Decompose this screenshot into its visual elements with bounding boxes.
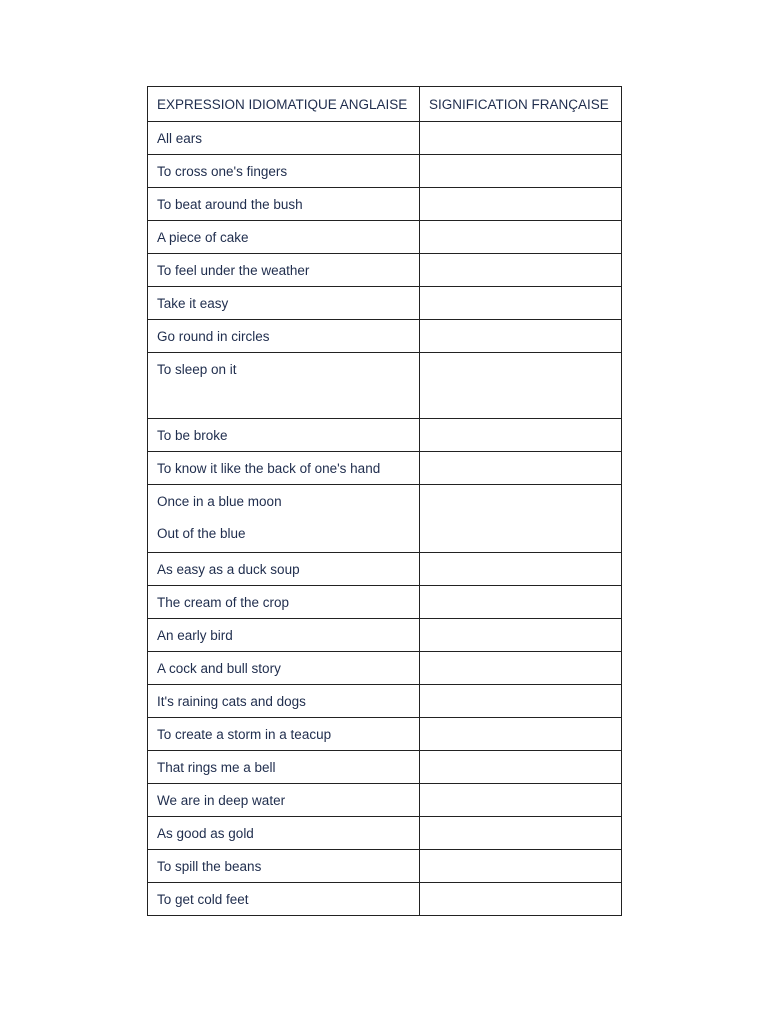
table-row [148, 751, 622, 784]
table-row [148, 287, 622, 320]
expression-cell: To cross one's fingers [148, 155, 420, 188]
meaning-cell[interactable] [420, 883, 622, 916]
table-row [148, 850, 622, 883]
expression-cell: As good as gold [148, 817, 420, 850]
meaning-cell[interactable] [420, 652, 622, 685]
expression-cell: We are in deep water [148, 784, 420, 817]
expression-cell: To be broke [148, 419, 420, 452]
table-row [148, 619, 622, 652]
meaning-cell[interactable] [420, 817, 622, 850]
meaning-cell[interactable] [420, 452, 622, 485]
meaning-cell[interactable] [420, 287, 622, 320]
table-row [148, 883, 622, 916]
meaning-cell[interactable] [420, 619, 622, 652]
expression-cell: Go round in circles [148, 320, 420, 353]
expression-cell: To get cold feet [148, 883, 420, 916]
expression-line-1: Once in a blue moon [157, 494, 282, 509]
expression-line-2: Out of the blue [157, 526, 246, 541]
meaning-cell[interactable] [420, 221, 622, 254]
table-row [148, 221, 622, 254]
meaning-cell[interactable] [420, 353, 622, 419]
meaning-cell[interactable] [420, 320, 622, 353]
expression-cell: Take it easy [148, 287, 420, 320]
expression-cell: All ears [148, 122, 420, 155]
table-row [148, 452, 622, 485]
meaning-cell[interactable] [420, 155, 622, 188]
table-row [148, 784, 622, 817]
table-row [148, 685, 622, 718]
meaning-cell[interactable] [420, 254, 622, 287]
expression-cell: As easy as a duck soup [148, 553, 420, 586]
idioms-table [147, 86, 622, 916]
expression-cell: A piece of cake [148, 221, 420, 254]
meaning-cell[interactable] [420, 485, 622, 553]
expression-cell: An early bird [148, 619, 420, 652]
meaning-cell[interactable] [420, 850, 622, 883]
idioms-sheet [147, 86, 621, 916]
table-row [148, 188, 622, 221]
expression-cell: To sleep on it [148, 353, 420, 419]
expression-cell: A cock and bull story [148, 652, 420, 685]
table-row [148, 553, 622, 586]
header-meaning: SIGNIFICATION FRANÇAISE [420, 87, 622, 122]
table-row [148, 320, 622, 353]
expression-cell: The cream of the crop [148, 586, 420, 619]
expression-cell: It's raining cats and dogs [148, 685, 420, 718]
table-header-row [148, 87, 622, 122]
meaning-cell[interactable] [420, 685, 622, 718]
meaning-cell[interactable] [420, 586, 622, 619]
table-row [148, 817, 622, 850]
table-row [148, 155, 622, 188]
table-row [148, 254, 622, 287]
meaning-cell[interactable] [420, 784, 622, 817]
table-row [148, 718, 622, 751]
table-row [148, 586, 622, 619]
table-row [148, 652, 622, 685]
meaning-cell[interactable] [420, 419, 622, 452]
meaning-cell[interactable] [420, 718, 622, 751]
meaning-cell[interactable] [420, 188, 622, 221]
meaning-cell[interactable] [420, 122, 622, 155]
table-row [148, 353, 622, 419]
meaning-cell[interactable] [420, 751, 622, 784]
header-expression: EXPRESSION IDIOMATIQUE ANGLAISE [148, 87, 420, 122]
expression-cell: That rings me a bell [148, 751, 420, 784]
table-row [148, 419, 622, 452]
table-row [148, 485, 622, 553]
expression-cell [148, 485, 420, 553]
meaning-cell[interactable] [420, 553, 622, 586]
expression-cell: To beat around the bush [148, 188, 420, 221]
expression-cell: To create a storm in a teacup [148, 718, 420, 751]
table-row [148, 122, 622, 155]
expression-cell: To feel under the weather [148, 254, 420, 287]
expression-cell: To spill the beans [148, 850, 420, 883]
expression-cell: To know it like the back of one's hand [148, 452, 420, 485]
